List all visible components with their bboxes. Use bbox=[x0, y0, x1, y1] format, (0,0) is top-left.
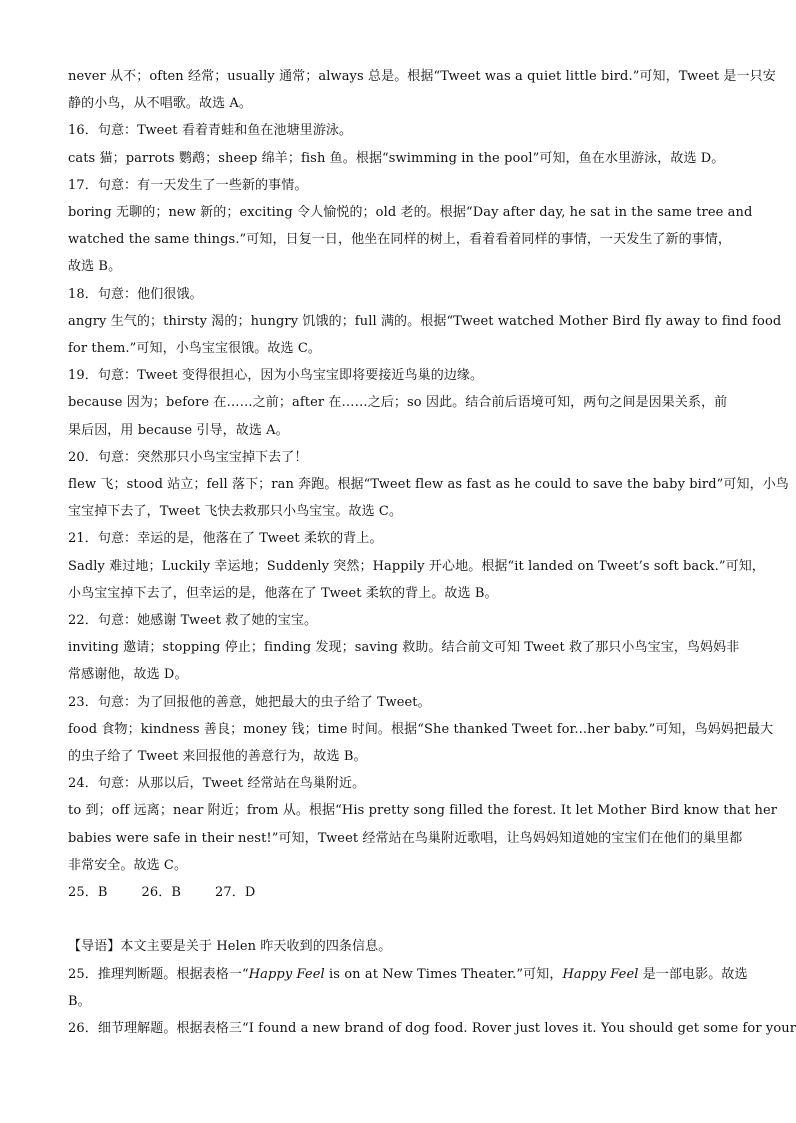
text-line: 故选 B。 bbox=[68, 259, 122, 275]
text-line: 常感谢他，故选 D。 bbox=[68, 667, 188, 683]
text-line: watched the same things.”可知，日复一日，他坐在同样的树上，看着看着同样的事情，一天发生了新的事情， bbox=[68, 232, 731, 248]
movie-title: Happy Feel bbox=[248, 966, 325, 982]
text-line: babies were safe in their nest!”可知，Tweet 经常站在鸟巢附近歌唱，让鸟妈妈知道她的宝宝们在他们的巢里都 bbox=[68, 830, 743, 846]
question-17-meaning: 17．句意：有一天发生了一些新的事情。 bbox=[68, 177, 308, 193]
question-24-meaning: 24．句意：从那以后，Tweet 经常站在鸟巢附近。 bbox=[68, 776, 366, 792]
answer-27: 27．D bbox=[215, 885, 256, 901]
explanation-lines bbox=[68, 63, 789, 879]
text-line: boring 无聊的；new 新的；exciting 令人愉悦的；old 老的。根据“Day after day, he sat in the same tree and bbox=[68, 205, 753, 221]
text-line: 小鸟宝宝掉下去了，但幸运的是，他落在了 Tweet 柔软的背上。故选 B。 bbox=[68, 585, 498, 601]
answer-26: 26．B bbox=[141, 885, 181, 901]
text-line: never 从不；often 经常；usually 通常；always 总是。根据“Tweet was a quiet little bird.”可知，Tweet 是一只安 bbox=[68, 69, 776, 84]
text-line: 静的小鸟，从不唱歌。故选 A。 bbox=[68, 96, 253, 112]
question-18-meaning: 18．句意：他们很饿。 bbox=[68, 286, 203, 302]
text-line: 果后因，用 because 引导，故选 A。 bbox=[68, 422, 289, 438]
question-16-meaning: 16．句意：Tweet 看着青蛙和鱼在池塘里游泳。 bbox=[68, 123, 353, 139]
text-line: food 食物；kindness 善良；money 钱；time 时间。根据“She thanked Tweet for...her baby.”可知，鸟妈妈把最大 bbox=[68, 721, 774, 737]
guide-heading: 【导语】本文主要是关于 Helen 昨天收到的四条信息。 bbox=[68, 939, 392, 955]
text-line: for them.”可知，小鸟宝宝很饿。故选 C。 bbox=[68, 341, 321, 357]
text-line: 宝宝掉下去了，Tweet 飞快去救那只小鸟宝宝。故选 C。 bbox=[68, 504, 403, 520]
section-gap bbox=[68, 906, 728, 933]
text-line: flew 飞；stood 站立；fell 落下；ran 奔跑。根据“Tweet flew as fast as he could to save the baby bird”可知，小鸟 bbox=[68, 477, 789, 493]
text-line: 非常安全。故选 C。 bbox=[68, 857, 188, 873]
text-line: 的虫子给了 Tweet 来回报他的善意行为，故选 B。 bbox=[68, 749, 367, 765]
question-25-explanation: 25．推理判断题。根据表格一“Happy Feel is on at New Times Theater.”可知，Happy Feel 是一部电影。故选 bbox=[68, 966, 748, 982]
movie-title: Happy Feel bbox=[562, 966, 639, 982]
answer-25: 25．B bbox=[68, 885, 108, 901]
question-19-meaning: 19．句意：Tweet 变得很担心，因为小鸟宝宝即将要接近鸟巢的边缘。 bbox=[68, 368, 484, 384]
text-line: Sadly 难过地；Luckily 幸运地；Suddenly 突然；Happily 开心地。根据“it landed on Tweet’s soft back.”可知， bbox=[68, 558, 765, 574]
text-line: angry 生气的；thirsty 渴的；hungry 饥饿的；full 满的。根据“Tweet watched Mother Bird fly away to find food bbox=[68, 313, 782, 329]
text-line: to 到；off 远离；near 附近；from 从。根据“His pretty song filled the forest. It let Mother Bird know that her bbox=[68, 803, 778, 819]
question-23-meaning: 23．句意：为了回报他的善意，她把最大的虫子给了 Tweet。 bbox=[68, 694, 431, 710]
question-26-explanation: 26．细节理解题。根据表格三“I found a new brand of dog food. Rover just loves it. You should get some for your bbox=[68, 1020, 796, 1036]
text-line: cats 猫；parrots 鹦鹉；sheep 绵羊；fish 鱼。根据“swimming in the pool”可知，鱼在水里游泳，故选 D。 bbox=[68, 150, 725, 166]
text-line: inviting 邀请；stopping 停止；finding 发现；saving 救助。结合前文可知 Tweet 救了那只小鸟宝宝，鸟妈妈非 bbox=[68, 640, 740, 656]
question-22-meaning: 22．句意：她感谢 Tweet 救了她的宝宝。 bbox=[68, 613, 318, 629]
question-20-meaning: 20．句意：突然那只小鸟宝宝掉下去了！ bbox=[68, 449, 308, 465]
text-line: because 因为；before 在……之前；after 在……之后；so 因此。结合前后语境可知，两句之间是因果关系，前 bbox=[68, 395, 728, 411]
text-line: B。 bbox=[68, 993, 91, 1009]
answer-key bbox=[68, 879, 728, 906]
question-21-meaning: 21．句意：幸运的是，他落在了 Tweet 柔软的背上。 bbox=[68, 531, 383, 547]
